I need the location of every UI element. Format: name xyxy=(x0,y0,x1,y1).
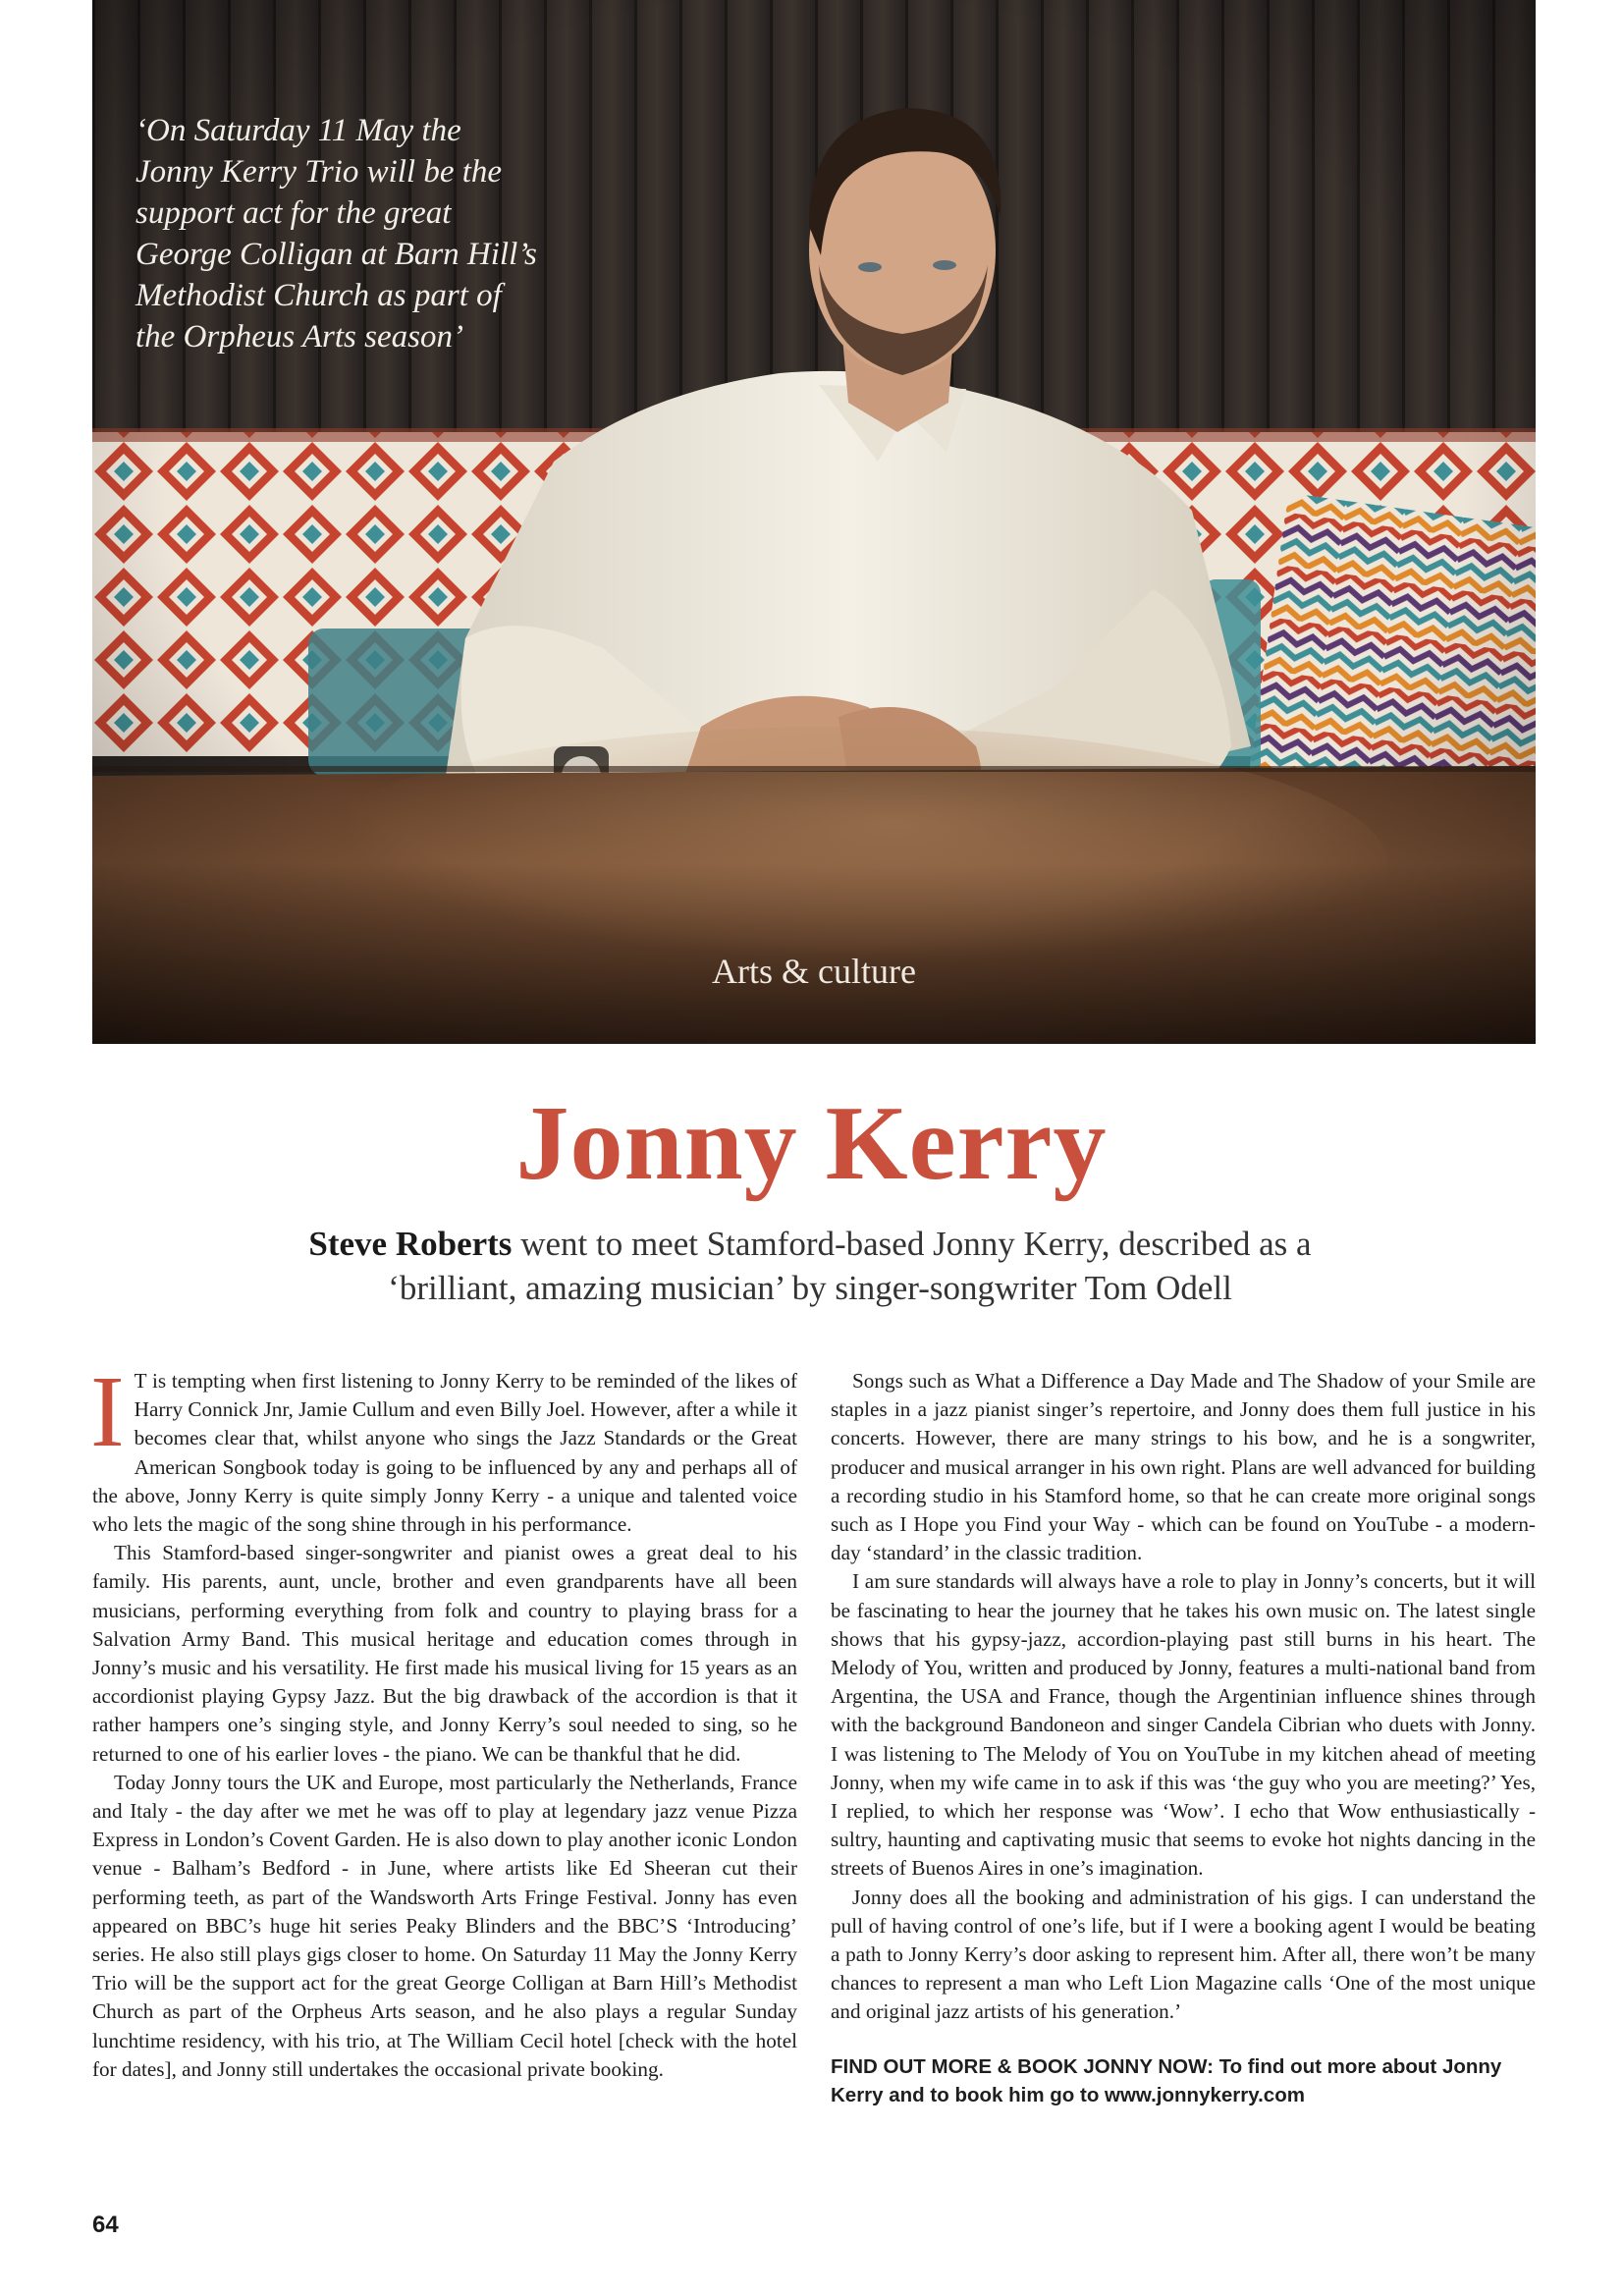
standfirst xyxy=(245,1222,1375,1310)
section-label: Arts & culture xyxy=(712,952,916,991)
article-paragraph: This Stamford-based singer-songwriter and pianist owes a great deal to his family. His parents, aunt, uncle, brother and even grandparents have all been musicians, performing everything from folk and country to playing brass for a Salvation Army Band. This musical heritage and education comes through in Jonny’s music and his versatility. He first made his musical living for 15 years as an accordionist playing Gypsy Jazz. But the big drawback of the accordion is that it rather hampers one’s singing style, and Jonny Kerry’s soul needed to sing, so he returned to one of his earlier loves - the piano. We can be thankful that he did. xyxy=(92,1541,797,1766)
article-paragraph-text: T is tempting when first listening to Jonny Kerry to be reminded of the likes of Harry Connick Jnr, Jamie Cullum and even Billy Joel. However, after a while it becomes clear that, whilst anyone who sings the Jazz Standards or the Great American Songbook today is going to be influenced by any and perhaps all of the above, Jonny Kerry is quite simply Jonny Kerry - a unique and talented voice who lets the magic of the song shine through in his performance. xyxy=(92,1369,797,1537)
article-column-left xyxy=(90,1355,797,2084)
hero-photo xyxy=(92,0,1536,1044)
pull-quote: ‘On Saturday 11 May the Jonny Kerry Trio will be the support act for the great George Colligan at Barn Hill’s Methodist Church as part of the Orpheus Arts season’ xyxy=(135,113,537,355)
drop-cap: I xyxy=(90,1355,125,1468)
article-headline: Jonny Kerry xyxy=(515,1085,1108,1202)
call-to-action: FIND OUT MORE & BOOK JONNY NOW: To find out more about Jonny Kerry and to book him go to www.jonnykerry.com xyxy=(831,2054,1502,2106)
article-paragraph: Jonny does all the booking and administration of his gigs. I can understand the pull of having control of one’s life, but if I were a booking agent I would be beating a path to Jonny Kerry’s door asking to represent him. After all, there won’t be many chances to represent a man who Left Lion Magazine calls ‘One of the most unique and original jazz artists of his generation.’ xyxy=(831,1885,1536,2024)
article-paragraph xyxy=(90,1355,797,1539)
article-paragraph: I am sure standards will always have a role to play in Jonny’s concerts, but it will be fascinating to hear the journey that he takes his own music on. The latest single shows that his gypsy-jazz, accordion-playing past still burns in his heart. The Melody of You, written and produced by Jonny, features a multi-national band from Argentina, the USA and France, though the Argentinian influence shines through with the background Bandoneon and singer Candela Cibrian who duets with Jonny. I was listening to The Melody of You on YouTube in my kitchen ahead of meeting Jonny, when my wife came in to ask if this was ‘the guy who you are meeting?’ Yes, I replied, to which her response was ‘Wow’. I echo that Wow enthusiastically - sultry, haunting and captivating music that seems to evoke hot nights dancing in the streets of Buenos Aires in one’s imagination. xyxy=(831,1569,1536,1881)
page-number: 64 xyxy=(92,2212,119,2238)
standfirst-author: Steve Roberts xyxy=(308,1225,513,1263)
article-paragraph: Songs such as What a Difference a Day Made and The Shadow of your Smile are staples in a jazz pianist singer’s repertoire, and Jonny does them full justice in his concerts. However, there are many strings to his bow, and he is a songwriter, producer and musical arranger in his own right. Plans are well advanced for building a recording studio in his Stamford home, so that he can create more original songs such as I Hope you Find your Way - which can be found on YouTube - a modern-day ‘standard’ in the classic tradition. xyxy=(831,1369,1536,1565)
article-column-right xyxy=(831,1367,1536,2109)
article-paragraph: Today Jonny tours the UK and Europe, most particularly the Netherlands, France and Italy - the day after we met he was off to play at legendary jazz venue Pizza Express in London’s Covent Garden. He is also down to play another iconic London venue - Balham’s Bedford - in June, where artists like Ed Sheeran cut their performing teeth, as part of the Wandsworth Arts Fringe Festival. Jonny has even appeared on BBC’s huge hit series Peaky Blinders and the BBC’S ‘Introducing’ series. He also still plays gigs closer to home. On Saturday 11 May the Jonny Kerry Trio will be the support act for the great George Colligan at Barn Hill’s Methodist Church as part of the Orpheus Arts season, and he also plays a regular Sunday lunchtime residency, with his trio, at The William Cecil hotel [check with the hotel for dates], and Jonny still undertakes the occasional private booking. xyxy=(92,1770,797,2081)
standfirst-text: went to meet Stamford-based Jonny Kerry, described as a ‘brilliant, amazing musician’ by singer-songwriter Tom Odell xyxy=(388,1225,1312,1307)
